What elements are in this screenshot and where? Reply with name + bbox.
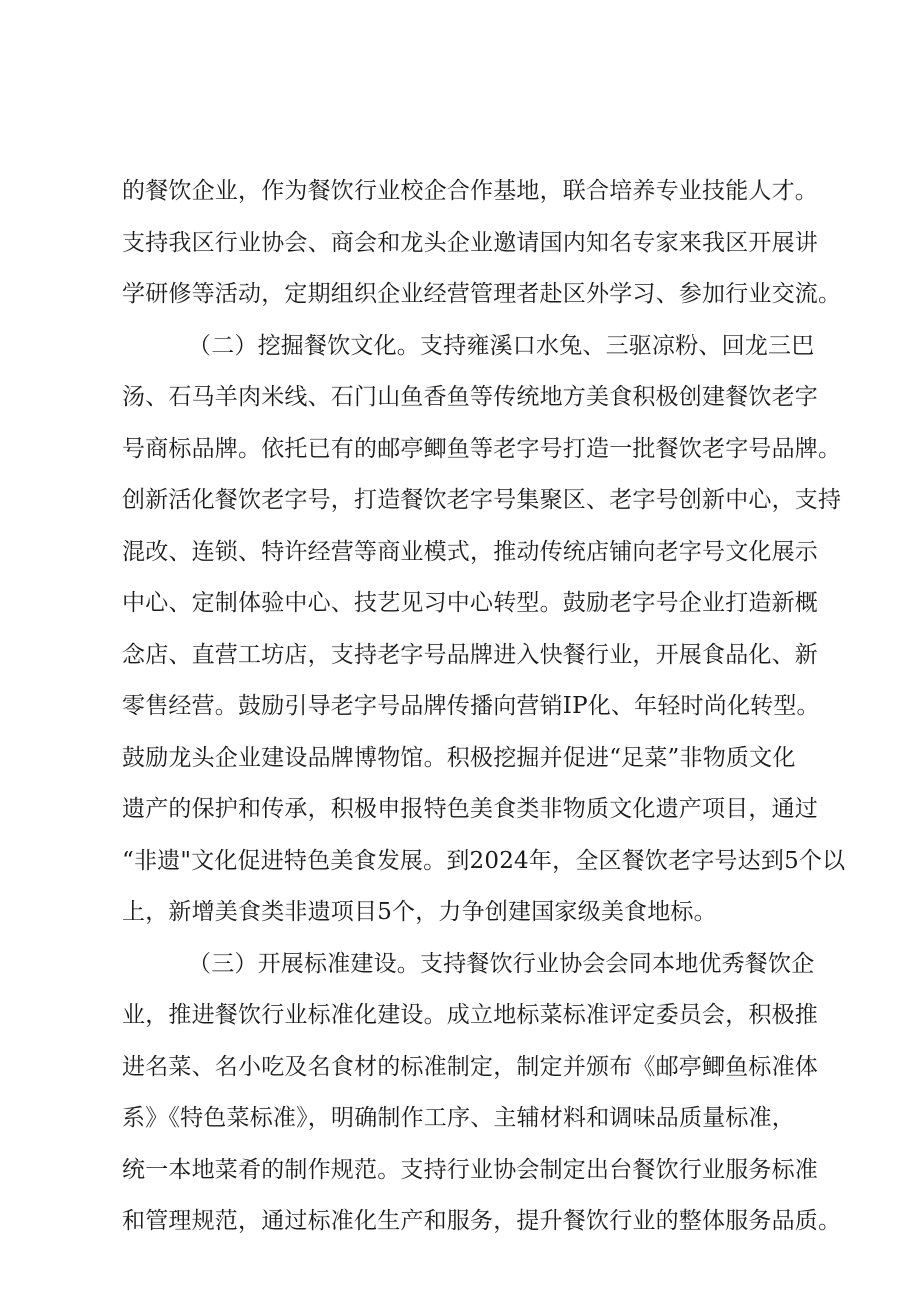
text-line: 学研修等活动，定期组织企业经营管理者赴区外学习、参加行业交流。: [122, 281, 842, 307]
paragraph-intro: [122, 166, 842, 321]
text-line: 创新活化餐饮老字号，打造餐饮老字号集聚区、老字号创新中心，支持: [122, 487, 842, 513]
text-line: 念店、直营工坊店，支持老字号品牌进入快餐行业，开展食品化、新: [122, 641, 818, 668]
text-line: 的餐饮企业，作为餐饮行业校企合作基地，联合培养专业技能人才。: [122, 178, 818, 204]
text-line: 鼓励龙头企业建设品牌博物馆。积极挖掘并促进“足菜”非物质文化: [122, 744, 796, 771]
document-body: [122, 166, 846, 1248]
text-line: 汤、石马羊肉米线、石门山鱼香鱼等传统地方美食积极创建餐饮老字: [122, 384, 818, 410]
text-line: 号商标品牌。依托已有的邮亭鲫鱼等老字号打造一批餐饮老字号品牌。: [122, 435, 842, 462]
text-line: 业，推进餐饮行业标准化建设。成立地标菜标准评定委员会，积极推: [122, 1002, 818, 1028]
text-line: 上，新增美食类非遗项目5个，力争创建国家级美食地标。: [122, 899, 717, 925]
section-3-paragraph: [122, 939, 842, 1248]
text-line: 进名菜、名小吃及名食材的标准制定，制定并颁布《邮亭鲫鱼标准体: [122, 1053, 818, 1080]
text-line: 混改、连锁、特许经营等商业模式，推动传统店铺向老字号文化展示: [122, 538, 818, 565]
text-line: 遗产的保护和传承，积极申报特色美食类非物质文化遗产项目，通过: [122, 796, 818, 822]
text-line: 零售经营。鼓励引导老字号品牌传播向营销IP化、年轻时尚化转型。: [122, 693, 820, 719]
section-2-heading-line: （二）挖掘餐饮文化。支持雍溪口水兔、三驱凉粉、回龙三巴: [188, 332, 815, 359]
text-line: 和管理规范，通过标准化生产和服务，提升餐饮行业的整体服务品质。: [122, 1208, 842, 1234]
text-line: 支持我区行业协会、商会和龙头企业邀请国内知名专家来我区开展讲: [122, 229, 818, 256]
text-line: 统一本地菜肴的制作规范。支持行业协会制定出台餐饮行业服务标准: [122, 1156, 818, 1183]
section-3-heading-line: （三）开展标准建设。支持餐饮行业协会会同本地优秀餐饮企: [188, 950, 815, 977]
text-line: 中心、定制体验中心、技艺见习中心转型。鼓励老字号企业打造新概: [122, 590, 818, 616]
section-2-paragraph: [122, 321, 846, 939]
text-line: 系》《特色菜标准》，明确制作工序、主辅材料和调味品质量标准，: [122, 1105, 795, 1131]
text-line: “非遗"文化促进特色美食发展。到2024年，全区餐饮老字号达到5个以: [122, 847, 846, 874]
